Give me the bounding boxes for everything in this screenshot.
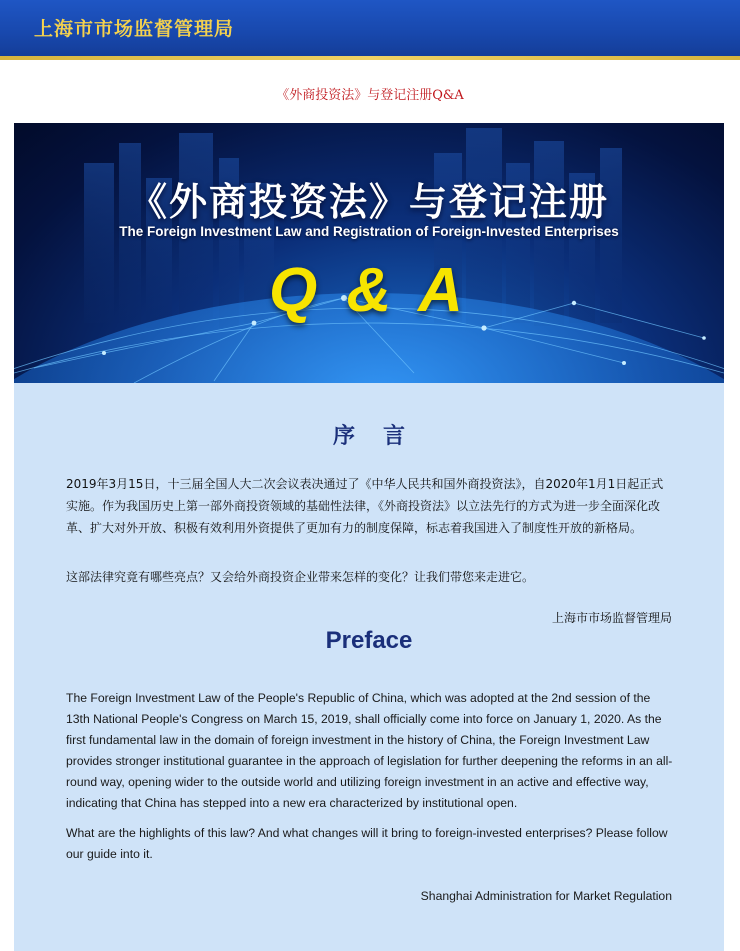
preface-title-english: Preface (325, 627, 413, 654)
hero-banner (14, 123, 724, 383)
signature-english: Shanghai Administration for Market Regulation (420, 889, 672, 903)
city-globe-illustration (14, 123, 724, 383)
header-divider (0, 56, 740, 60)
preface-title-chinese: 序言 (332, 424, 433, 449)
preface-paragraph-chinese-1: 2019年3月15日，十三届全国人大二次会议表决通过了《中华人民共和国外商投资法》，自2020年1月1日起正式实施。作为我国历史上第一部外商投资领域的基础性法律，《外商投资法》以立法先行的方式为进一步全面深化改革、扩大对外开放、积极有效利用外资提供了更加有力的制度保障，标志着我国进入了制度性开放的新格局。 (66, 477, 664, 535)
banner-title-english: The Foreign Investment Law and Registration of Foreign-Invested Enterprises (119, 224, 619, 239)
preface-paragraph-english-2: What are the highlights of this law? And what changes will it bring to foreign-invested enterprises? Please follow our guide into it. (66, 826, 668, 861)
banner-qa-text: Q & A (269, 256, 469, 325)
page-title: 《外商投资法》与登记注册Q&A (276, 88, 464, 103)
site-header (0, 0, 740, 56)
signature-chinese: 上海市市场监督管理局 (551, 611, 672, 625)
banner-title-chinese: 《外商投资法》与登记注册 (128, 180, 609, 224)
preface-panel (14, 383, 724, 951)
preface-paragraph-english-1: The Foreign Investment Law of the People's Republic of China, which was adopted at the 2nd session of the 13th National People's Congress on March 15, 2019, shall officially come into force on January 1, 2020. As the first fundamental law in the domain of foreign investment in the history of China, the Foreign Investment Law provides stronger institutional guarantee in the approach of legislation for further deepening the reforms in an all-round way, opening wider to the outside world and utilizing foreign investment in an active and effective way, indicating that China has stepped into a new era characterized by institutional open. (66, 691, 673, 810)
agency-logo[interactable]: 上海市市场监督管理局 (34, 18, 235, 40)
preface-paragraph-chinese-2: 这部法律究竟有哪些亮点？又会给外商投资企业带来怎样的变化？让我们带您来走进它。 (66, 570, 535, 584)
